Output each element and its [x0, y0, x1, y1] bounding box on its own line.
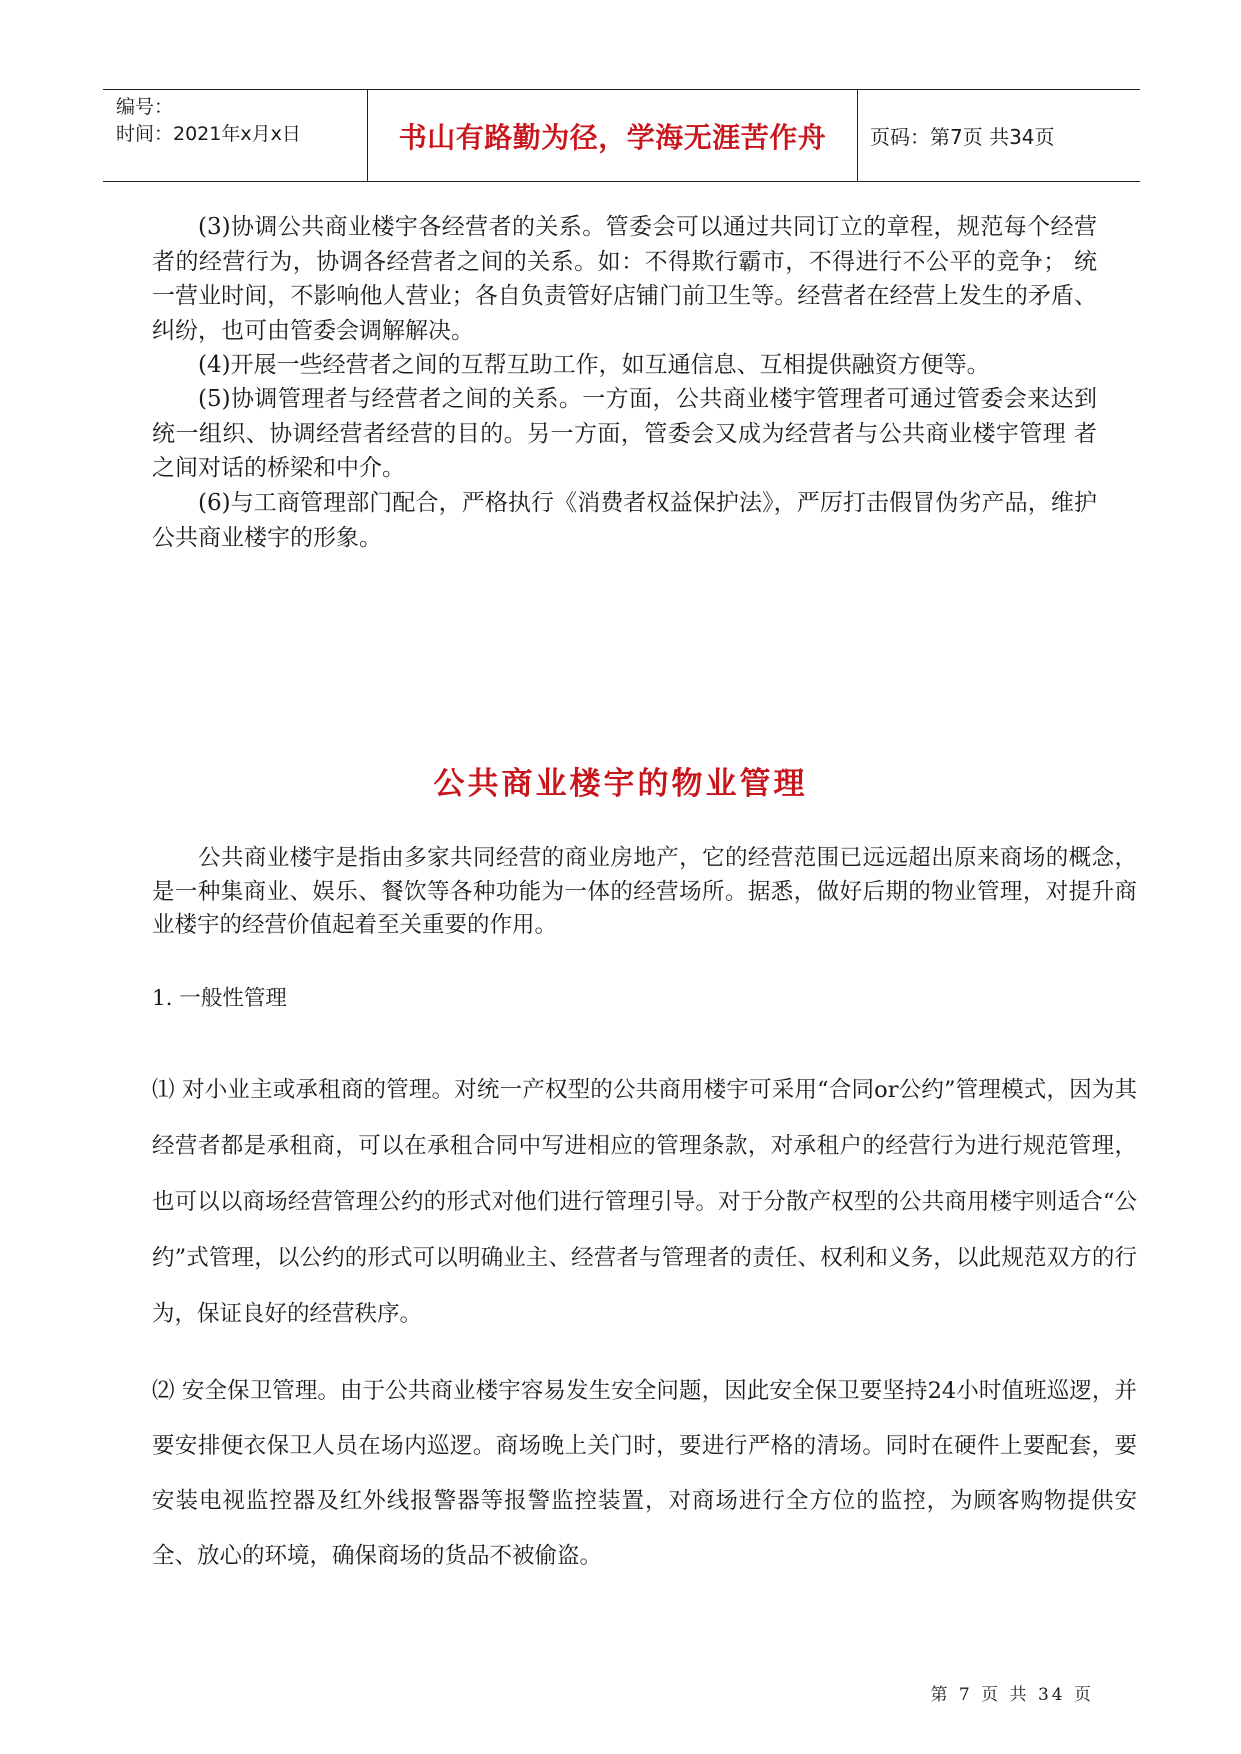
paragraph-item-5: (5)协调管理者与经营者之间的关系。一方面，公共商业楼宇管理者可通过管委会来达到统一组织、协调经营者经营的目的。另一方面，管委会又成为经营者与公共商业楼宇管理 者之间对话的桥梁和中介。: [152, 386, 1097, 481]
intro-paragraph: 公共商业楼宇是指由多家共同经营的商业房地产，它的经营范围已远远超出原来商场的概念，是一种集商业、娱乐、餐饮等各种功能为一体的经营场所。据悉，做好后期的物业管理，对提升商业楼宇的经营价值起着至关重要的作用。: [152, 845, 1137, 938]
item-1-paragraph: ⑴ 对小业主或承租商的管理。对统一产权型的公共商用楼宇可采用“合同or公约”管理模式，因为其经营者都是承租商，可以在承租合同中写进相应的管理条款，对承租户的经营行为进行规范管理，也可以以商场经营管理公约的形式对他们进行管理引导。对于分散产权型的公共商用楼宇则适合“公约”式管理，以公约的形式可以明确业主、经营者与管理者的责任、权利和义务，以此规范双方的行为，保证良好的经营秩序。: [152, 1077, 1137, 1327]
paragraph-item-4: (4)开展一些经营者之间的互帮互助工作，如互通信息、互相提供融资方便等。: [198, 352, 990, 378]
document-header: [103, 89, 1140, 182]
paragraph-item-6: (6)与工商管理部门配合，严格执行《消费者权益保护法》，严厉打击假冒伪劣产品，维护公共商业楼宇的形象。: [152, 490, 1097, 551]
header-motto: 书山有路勤为径，学海无涯苦作舟: [368, 90, 858, 181]
subheading-general-management: 1. 一般性管理: [152, 986, 287, 1011]
header-page-number: 页码：第7页 共34页: [870, 125, 1055, 149]
item-2-paragraph: ⑵ 安全保卫管理。由于公共商业楼宇容易发生安全问题，因此安全保卫要坚持24小时值班巡逻，并要安排便衣保卫人员在场内巡逻。商场晚上关门时，要进行严格的清场。同时在硬件上要配套，要安装电视监控器及红外线报警器等报警监控装置，对商场进行全方位的监控，为顾客购物提供安全、放心的环境，确保商场的货品不被偷盗。: [152, 1378, 1137, 1569]
header-meta: [103, 90, 368, 181]
time-label: 时间：2021年x月x日: [116, 123, 301, 145]
serial-number-label: 编号：: [116, 96, 174, 118]
page-footer: 第 7 页 共 34 页: [930, 1685, 1094, 1705]
section-title: 公共商业楼宇的物业管理: [433, 766, 808, 802]
paragraph-item-3: (3)协调公共商业楼宇各经营者的关系。管委会可以通过共同订立的章程，规范每个经营者的经营行为，协调各经营者之间的关系。如：不得欺行霸市，不得进行不公平的竞争； 统一营业时间，不影响他人营业；各自负责管好店铺门前卫生等。经营者在经营上发生的矛盾、纠纷，也可由管委会调解解决。: [152, 214, 1097, 344]
